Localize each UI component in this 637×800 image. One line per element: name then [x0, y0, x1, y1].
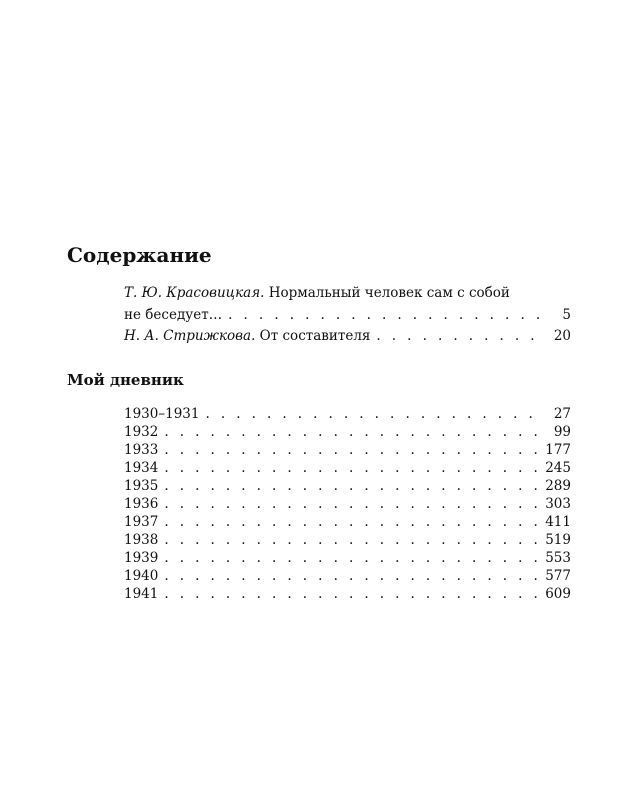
dot-leader	[164, 459, 539, 477]
diary-year: 1930–1931	[124, 406, 200, 422]
diary-page: 609	[545, 586, 571, 602]
diary-page: 289	[545, 478, 571, 494]
diary-year: 1937	[124, 514, 159, 530]
diary-entry[interactable]	[124, 441, 571, 459]
diary-entry[interactable]	[124, 531, 571, 549]
diary-page: 177	[545, 442, 571, 458]
toc-entry-line	[124, 282, 571, 304]
diary-year: 1941	[124, 586, 159, 602]
diary-list	[124, 405, 571, 603]
diary-page: 577	[545, 568, 571, 584]
dot-leader	[164, 531, 539, 549]
dot-leader	[164, 477, 539, 495]
dot-leader	[164, 567, 539, 585]
diary-year: 1940	[124, 568, 159, 584]
dot-leader	[164, 441, 539, 459]
toc-entry-page: 20	[553, 328, 571, 344]
dot-leader	[228, 304, 545, 326]
diary-entry[interactable]	[124, 405, 571, 423]
diary-page: 245	[545, 460, 571, 476]
diary-page: 553	[545, 550, 571, 566]
dot-leader	[205, 405, 545, 423]
toc-entry-title: Нормальный человек сам с собой	[268, 285, 510, 301]
diary-year: 1939	[124, 550, 159, 566]
diary-entry[interactable]	[124, 513, 571, 531]
dot-leader	[164, 495, 539, 513]
toc-entry-author: Т. Ю. Красовицкая.	[124, 285, 265, 301]
toc-entry-title-continued: не беседует…	[124, 307, 223, 323]
diary-year: 1934	[124, 460, 159, 476]
diary-page: 519	[545, 532, 571, 548]
toc-entry-line	[124, 325, 571, 347]
diary-entry[interactable]	[124, 549, 571, 567]
dot-leader	[164, 549, 539, 567]
dot-leader	[376, 325, 545, 347]
diary-year: 1932	[124, 424, 159, 440]
page-title: Содержание	[67, 243, 212, 267]
dot-leader	[164, 585, 539, 603]
dot-leader	[164, 513, 539, 531]
diary-entry[interactable]	[124, 585, 571, 603]
diary-year: 1938	[124, 532, 159, 548]
section-title: Мой дневник	[67, 371, 184, 389]
diary-entry[interactable]	[124, 423, 571, 441]
toc-entry-page: 5	[562, 307, 571, 323]
diary-page: 411	[545, 514, 571, 530]
toc-entry-line	[124, 304, 571, 326]
diary-page: 99	[553, 424, 571, 440]
diary-entry[interactable]	[124, 459, 571, 477]
diary-year: 1933	[124, 442, 159, 458]
diary-entry[interactable]	[124, 495, 571, 513]
toc-entry-foreword[interactable]	[124, 282, 571, 326]
dot-leader	[164, 423, 545, 441]
diary-entry[interactable]	[124, 567, 571, 585]
diary-page: 27	[553, 406, 571, 422]
toc-entry-compiler[interactable]	[124, 325, 571, 347]
diary-entry[interactable]	[124, 477, 571, 495]
diary-year: 1935	[124, 478, 159, 494]
diary-page: 303	[545, 496, 571, 512]
diary-year: 1936	[124, 496, 159, 512]
toc-entry-title: От составителя	[259, 328, 371, 344]
toc-entry-author: Н. А. Стрижкова.	[124, 328, 256, 344]
